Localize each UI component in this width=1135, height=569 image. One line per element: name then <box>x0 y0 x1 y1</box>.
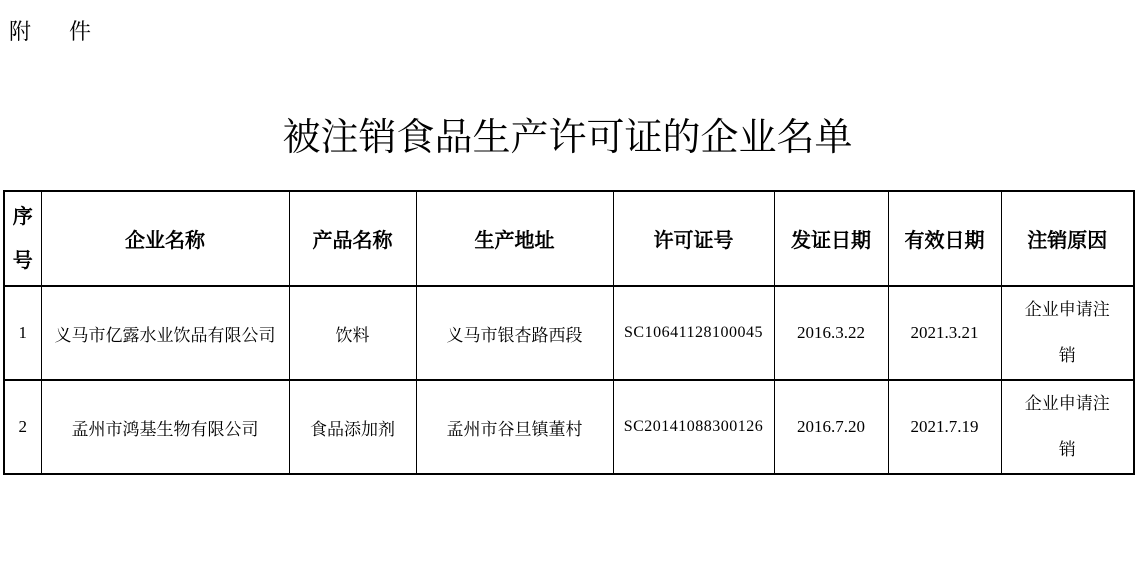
header-cell-seq: 序号 <box>4 191 41 286</box>
cell-issue-date: 2016.7.20 <box>774 380 888 474</box>
cell-valid-date: 2021.3.21 <box>888 286 1001 380</box>
header-cell-issue-date: 发证日期 <box>774 191 888 286</box>
table-row <box>4 380 1134 474</box>
cell-license: SC20141088300126 <box>613 380 774 474</box>
attachment-label: 附 件 <box>9 19 100 44</box>
table-header-row <box>4 191 1134 286</box>
header-cell-company: 企业名称 <box>41 191 289 286</box>
cell-company: 孟州市鸿基生物有限公司 <box>41 380 289 474</box>
cell-reason: 企业申请注销 <box>1001 380 1134 474</box>
header-cell-reason: 注销原因 <box>1001 191 1134 286</box>
cell-license: SC10641128100045 <box>613 286 774 380</box>
cell-reason: 企业申请注销 <box>1001 286 1134 380</box>
cell-seq: 2 <box>4 380 41 474</box>
cancelled-licenses-table <box>3 190 1135 475</box>
cell-product: 饮料 <box>289 286 416 380</box>
page-title: 被注销食品生产许可证的企业名单 <box>282 117 853 159</box>
header-cell-product: 产品名称 <box>289 191 416 286</box>
cell-address: 义马市银杏路西段 <box>416 286 613 380</box>
table-row <box>4 286 1134 380</box>
cell-company: 义马市亿露水业饮品有限公司 <box>41 286 289 380</box>
header-cell-valid-date: 有效日期 <box>888 191 1001 286</box>
cell-seq: 1 <box>4 286 41 380</box>
header-cell-license: 许可证号 <box>613 191 774 286</box>
cell-issue-date: 2016.3.22 <box>774 286 888 380</box>
cell-product: 食品添加剂 <box>289 380 416 474</box>
cell-address: 孟州市谷旦镇董村 <box>416 380 613 474</box>
header-cell-address: 生产地址 <box>416 191 613 286</box>
cell-valid-date: 2021.7.19 <box>888 380 1001 474</box>
